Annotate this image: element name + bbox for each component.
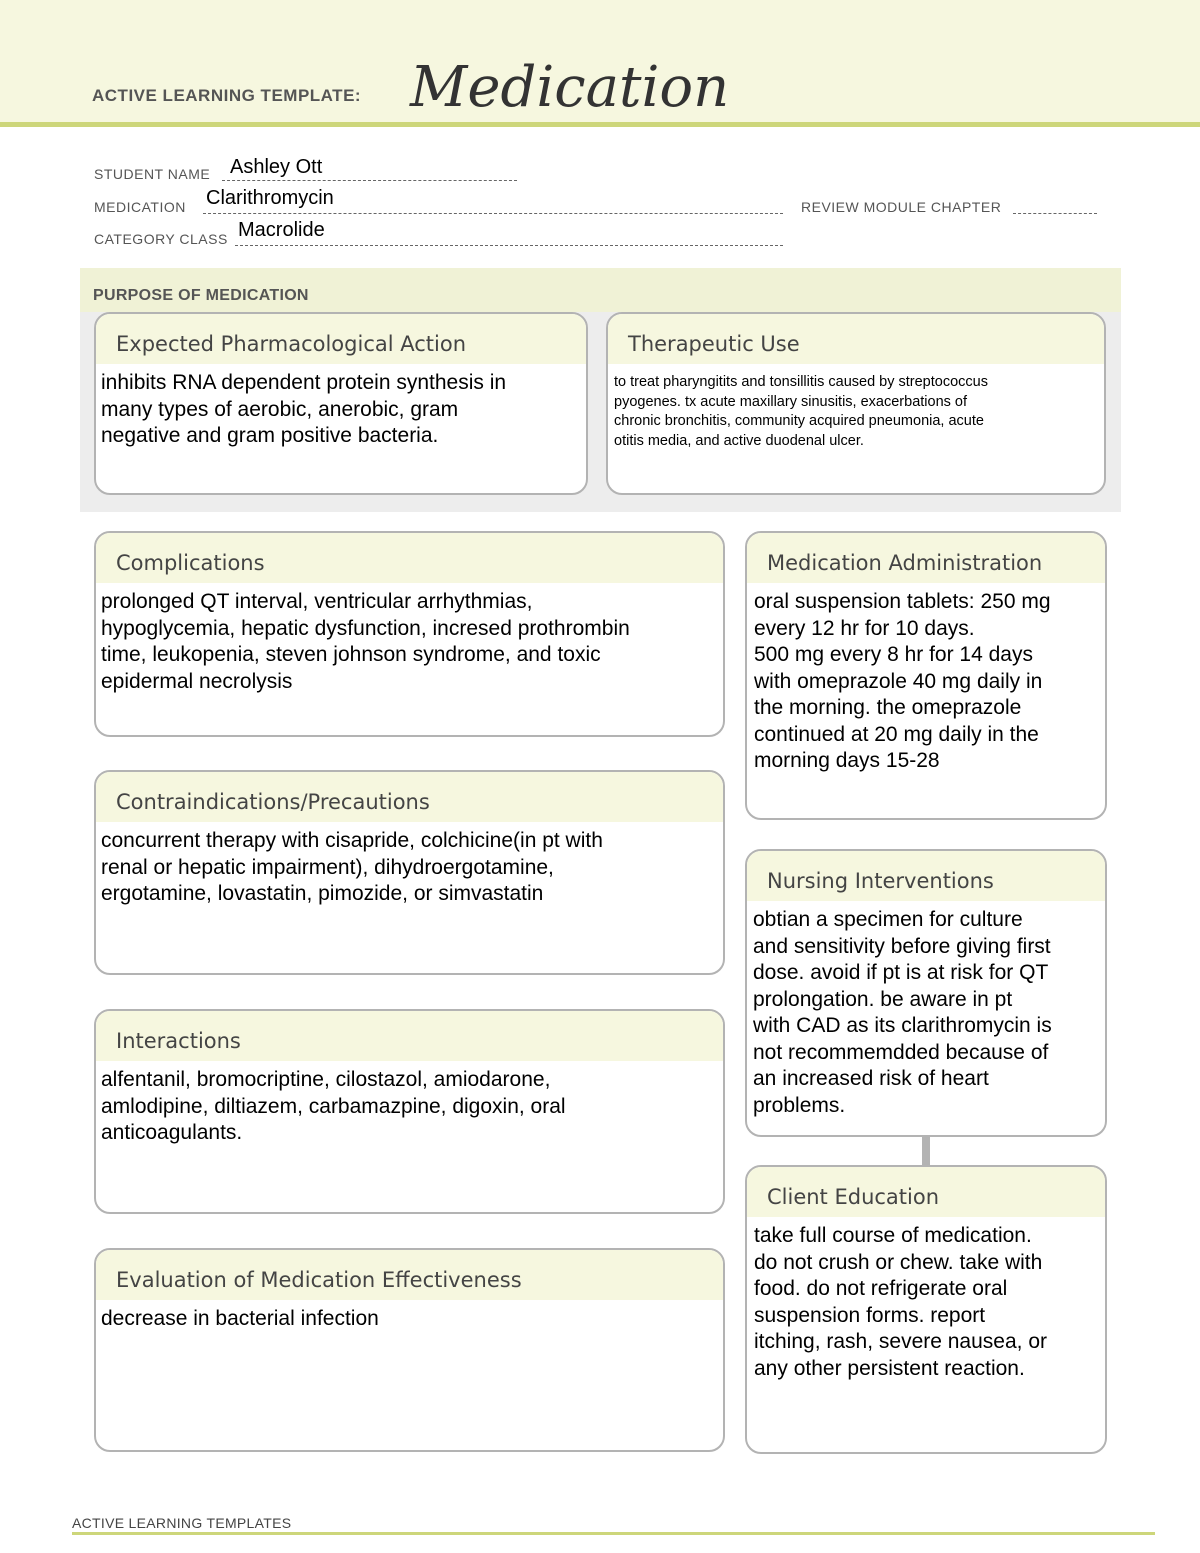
contraindications-box [94, 770, 725, 975]
contraindications-title: Contraindications/Precautions [96, 772, 723, 822]
complications-box [94, 531, 725, 737]
category-class-label: CATEGORY CLASS [94, 231, 228, 247]
medication-administration-box [745, 531, 1107, 820]
contraindications-text[interactable]: concurrent therapy with cisapride, colchicine(in pt with renal or hepatic impairment), dihydroergotamine, ergotamine, lovastatin, pimozide, or simvastatin [101, 829, 603, 905]
client-education-title: Client Education [747, 1167, 1105, 1217]
purpose-label: PURPOSE OF MEDICATION [93, 287, 309, 304]
therapeutic-use-title: Therapeutic Use [608, 314, 1104, 364]
interactions-box [94, 1009, 725, 1214]
expected-action-box [94, 312, 588, 495]
footer-rule [72, 1532, 1155, 1535]
header-rule [0, 122, 1200, 127]
medication-administration-title: Medication Administration [747, 533, 1105, 583]
evaluation-box [94, 1248, 725, 1452]
client-education-box [745, 1165, 1107, 1454]
therapeutic-use-text[interactable]: to treat pharyngitits and tonsillitis caused by streptococcus pyogenes. tx acute maxillary sinusitis, exacerbations of chronic bronchitis, community acquired pneumonia, acute otitis media, and active duodenal ulcer. [614, 374, 988, 449]
complications-title: Complications [96, 533, 723, 583]
category-class-field[interactable]: Macrolide [238, 219, 325, 241]
footer-label: ACTIVE LEARNING TEMPLATES [72, 1515, 292, 1531]
review-module-field[interactable] [1013, 213, 1097, 214]
student-name-field[interactable]: Ashley Ott [230, 156, 323, 178]
therapeutic-use-box [606, 312, 1106, 495]
category-class-line [235, 245, 783, 246]
client-education-text[interactable]: take full course of medication. do not crush or chew. take with food. do not refrigerate oral suspension forms. report itching, rash, severe nausea, or any other persistent reaction. [754, 1224, 1047, 1380]
student-name-label: STUDENT NAME [94, 166, 211, 182]
interactions-text[interactable]: alfentanil, bromocriptine, cilostazol, amiodarone, amlodipine, diltiazem, carbamazpine, digoxin, oral anticoagulants. [101, 1068, 566, 1144]
page-title: Medication [410, 55, 730, 120]
medication-line [203, 213, 783, 214]
nursing-interventions-box [745, 849, 1107, 1137]
evaluation-text[interactable]: decrease in bacterial infection [101, 1307, 379, 1330]
evaluation-title: Evaluation of Medication Effectiveness [96, 1250, 723, 1300]
complications-text[interactable]: prolonged QT interval, ventricular arrhythmias, hypoglycemia, hepatic dysfunction, incresed prothrombin time, leukopenia, steven johnson syndrome, and toxic epidermal necrolysis [101, 590, 630, 693]
review-module-label: REVIEW MODULE CHAPTER [801, 199, 1002, 215]
expected-action-title: Expected Pharmacological Action [96, 314, 586, 364]
medication-label: MEDICATION [94, 199, 186, 215]
expected-action-text[interactable]: inhibits RNA dependent protein synthesis in many types of aerobic, anerobic, gram negative and gram positive bacteria. [101, 371, 507, 447]
nursing-interventions-title: Nursing Interventions [747, 851, 1105, 901]
template-label: ACTIVE LEARNING TEMPLATE: [92, 86, 362, 105]
medication-field[interactable]: Clarithromycin [206, 187, 334, 209]
student-name-line [222, 180, 517, 181]
connector-bar [922, 1135, 930, 1166]
medication-administration-text[interactable]: oral suspension tablets: 250 mg every 12 hr for 10 days. 500 mg every 8 hr for 14 days with omeprazole 40 mg daily in the morning. the omeprazole continued at 20 mg daily in the morning days 15-28 [754, 590, 1051, 772]
interactions-title: Interactions [96, 1011, 723, 1061]
nursing-interventions-text[interactable]: obtian a specimen for culture and sensitivity before giving first dose. avoid if pt is at risk for QT prolongation. be aware in pt with CAD as its clarithromycin is not recommemdded because of an increased risk of heart problems. [753, 908, 1052, 1117]
